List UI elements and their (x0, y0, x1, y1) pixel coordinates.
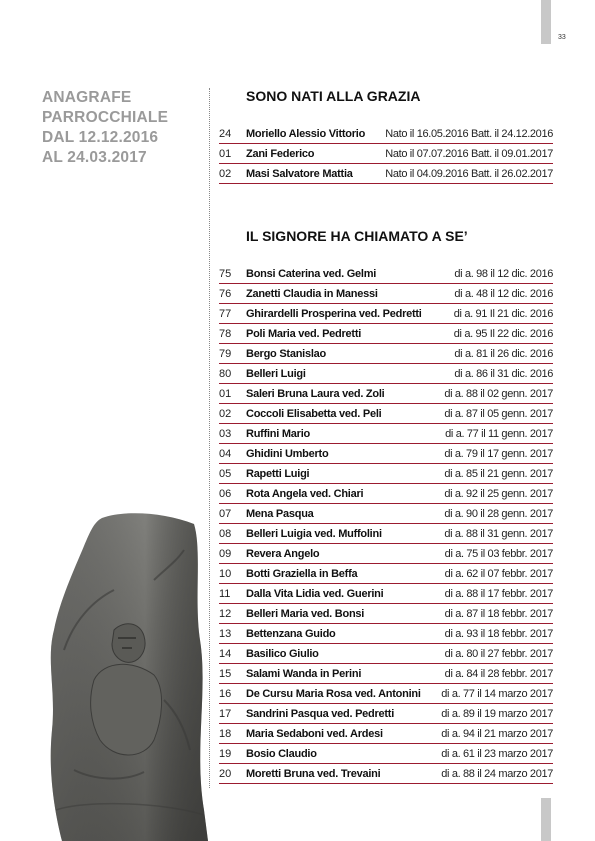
person-name: Moretti Bruna ved. Trevaini (246, 768, 381, 780)
person-name: Belleri Luigi (246, 368, 306, 380)
person-name: Saleri Bruna Laura ved. Zoli (246, 388, 385, 400)
entry-detail: di a. 98 il 12 dic. 2016 (454, 268, 553, 280)
registry-row (219, 484, 553, 504)
entry-detail: di a. 95 Il 22 dic. 2016 (453, 328, 553, 340)
registry-date-from: DAL 12.12.2016 (42, 129, 159, 146)
registry-row (219, 724, 553, 744)
entry-number: 19 (219, 748, 232, 760)
registry-row (219, 764, 553, 784)
registry-row (219, 604, 553, 624)
entry-detail: di a. 88 il 31 genn. 2017 (444, 528, 553, 540)
stone-sculpture-image (44, 510, 210, 841)
entry-number: 02 (219, 408, 232, 420)
person-name: Sandrini Pasqua ved. Pedretti (246, 708, 395, 720)
registry-date-to: AL 24.03.2017 (42, 149, 147, 166)
person-name: Bettenzana Guido (246, 628, 336, 640)
person-name: Zani Federico (246, 148, 315, 160)
entry-number: 14 (219, 648, 232, 660)
entry-number: 08 (219, 528, 232, 540)
entry-detail: di a. 80 il 27 febbr. 2017 (444, 648, 553, 660)
entry-number: 76 (219, 288, 232, 300)
person-name: Maria Sedaboni ved. Ardesi (246, 728, 383, 740)
registry-row (219, 704, 553, 724)
registry-row (219, 464, 553, 484)
registry-row (219, 504, 553, 524)
page-number: 33 (558, 34, 566, 41)
registry-row (219, 644, 553, 664)
entry-number: 04 (219, 448, 232, 460)
entry-detail: di a. 61 il 23 marzo 2017 (441, 748, 553, 760)
entry-number: 10 (219, 568, 232, 580)
entry-detail: di a. 75 il 03 febbr. 2017 (444, 548, 553, 560)
person-name: Ghirardelli Prosperina ved. Pedretti (246, 308, 422, 320)
person-name: Belleri Luigia ved. Muffolini (246, 528, 382, 540)
bottom-edge-bar (541, 798, 551, 841)
person-name: Basilico Giulio (246, 648, 319, 660)
entry-detail: di a. 91 Il 21 dic. 2016 (453, 308, 553, 320)
person-name: Ghidini Umberto (246, 448, 329, 460)
entry-number: 11 (219, 588, 231, 600)
entry-number: 13 (219, 628, 232, 640)
entry-detail: di a. 84 il 28 febbr. 2017 (444, 668, 553, 680)
entry-number: 24 (219, 128, 232, 140)
person-name: Coccoli Elisabetta ved. Peli (246, 408, 382, 420)
person-name: De Cursu Maria Rosa ved. Antonini (246, 688, 421, 700)
entry-detail: di a. 87 il 18 febbr. 2017 (444, 608, 553, 620)
registry-title (42, 88, 202, 168)
registry-row (219, 284, 553, 304)
person-name: Salami Wanda in Perini (246, 668, 362, 680)
registry-row (219, 524, 553, 544)
entry-detail: di a. 77 il 11 genn. 2017 (445, 428, 553, 440)
entry-detail: Nato il 07.07.2016 Batt. il 09.01.2017 (385, 148, 553, 160)
births-list (219, 124, 553, 184)
person-name: Bergo Stanislao (246, 348, 326, 360)
registry-title-line: ANAGRAFE (42, 89, 132, 106)
entry-number: 77 (219, 308, 232, 320)
registry-row (219, 164, 553, 184)
person-name: Revera Angelo (246, 548, 320, 560)
entry-number: 02 (219, 168, 232, 180)
registry-title-line: PARROCCHIALE (42, 109, 169, 126)
top-edge-bar (541, 0, 551, 44)
entry-number: 01 (219, 388, 232, 400)
entry-detail: di a. 86 il 31 dic. 2016 (454, 368, 553, 380)
person-name: Bonsi Caterina ved. Gelmi (246, 268, 377, 280)
entry-number: 18 (219, 728, 232, 740)
births-heading: SONO NATI ALLA GRAZIA (246, 88, 421, 104)
entry-number: 16 (219, 688, 232, 700)
registry-row (219, 344, 553, 364)
registry-row (219, 144, 553, 164)
registry-row (219, 404, 553, 424)
entry-detail: di a. 85 il 21 genn. 2017 (444, 468, 553, 480)
entry-number: 20 (219, 768, 232, 780)
entry-number: 07 (219, 508, 232, 520)
registry-row (219, 624, 553, 644)
entry-number: 01 (219, 148, 232, 160)
registry-row (219, 264, 553, 284)
deaths-list (219, 264, 553, 784)
person-name: Poli Maria ved. Pedretti (246, 328, 362, 340)
entry-number: 17 (219, 708, 232, 720)
entry-detail: di a. 88 il 24 marzo 2017 (441, 768, 553, 780)
person-name: Dalla Vita Lidia ved. Guerini (246, 588, 384, 600)
person-name: Moriello Alessio Vittorio (246, 128, 366, 140)
entry-detail: di a. 48 il 12 dic. 2016 (454, 288, 553, 300)
registry-row (219, 424, 553, 444)
entry-number: 75 (219, 268, 232, 280)
entry-detail: Nato il 16.05.2016 Batt. il 24.12.2016 (385, 128, 553, 140)
person-name: Masi Salvatore Mattia (246, 168, 353, 180)
entry-detail: di a. 88 il 17 febbr. 2017 (444, 588, 553, 600)
registry-row (219, 444, 553, 464)
entry-detail: di a. 87 il 05 genn. 2017 (444, 408, 553, 420)
registry-row (219, 544, 553, 564)
person-name: Rapetti Luigi (246, 468, 310, 480)
entry-detail: di a. 89 il 19 marzo 2017 (441, 708, 553, 720)
registry-row (219, 664, 553, 684)
registry-row (219, 744, 553, 764)
entry-number: 05 (219, 468, 232, 480)
entry-detail: di a. 62 il 07 febbr. 2017 (444, 568, 553, 580)
entry-detail: di a. 90 il 28 genn. 2017 (444, 508, 553, 520)
entry-detail: di a. 77 il 14 marzo 2017 (441, 688, 553, 700)
person-name: Zanetti Claudia in Manessi (246, 288, 378, 300)
registry-row (219, 364, 553, 384)
entry-detail: di a. 81 il 26 dic. 2016 (454, 348, 553, 360)
entry-number: 12 (219, 608, 232, 620)
entry-number: 79 (219, 348, 232, 360)
registry-row (219, 584, 553, 604)
entry-detail: di a. 88 il 02 genn. 2017 (444, 388, 553, 400)
registry-row (219, 304, 553, 324)
registry-row (219, 684, 553, 704)
entry-detail: di a. 94 il 21 marzo 2017 (441, 728, 553, 740)
person-name: Mena Pasqua (246, 508, 314, 520)
entry-detail: Nato il 04.09.2016 Batt. il 26.02.2017 (385, 168, 553, 180)
entry-detail: di a. 93 il 18 febbr. 2017 (444, 628, 553, 640)
person-name: Belleri Maria ved. Bonsi (246, 608, 365, 620)
entry-number: 03 (219, 428, 232, 440)
entry-number: 09 (219, 548, 232, 560)
entry-number: 80 (219, 368, 232, 380)
deaths-heading: IL SIGNORE HA CHIAMATO A SE’ (246, 228, 468, 244)
registry-row (219, 324, 553, 344)
person-name: Bosio Claudio (246, 748, 317, 760)
registry-row (219, 124, 553, 144)
entry-number: 15 (219, 668, 232, 680)
person-name: Ruffini Mario (246, 428, 310, 440)
registry-row (219, 564, 553, 584)
entry-detail: di a. 79 il 17 genn. 2017 (444, 448, 553, 460)
entry-number: 06 (219, 488, 232, 500)
registry-row (219, 384, 553, 404)
person-name: Rota Angela ved. Chiari (246, 488, 364, 500)
entry-detail: di a. 92 il 25 genn. 2017 (444, 488, 553, 500)
entry-number: 78 (219, 328, 232, 340)
person-name: Botti Graziella in Beffa (246, 568, 358, 580)
